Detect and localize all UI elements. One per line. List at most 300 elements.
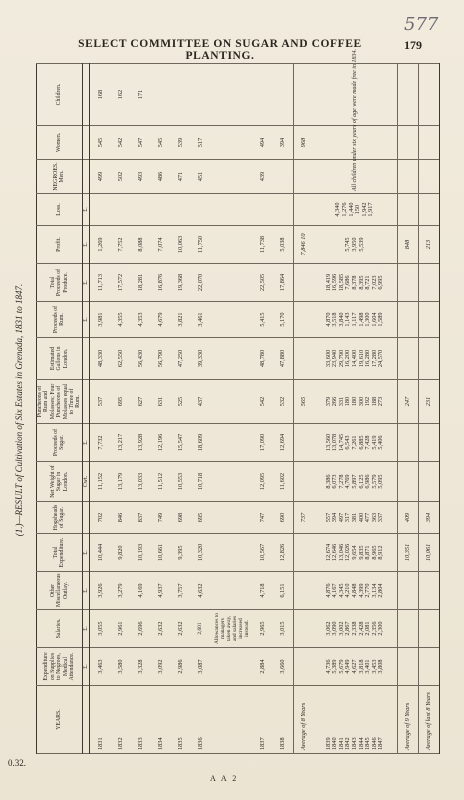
table-row bbox=[90, 64, 111, 754]
later-value: 4,340 bbox=[334, 202, 342, 217]
cell-loss bbox=[150, 194, 170, 226]
later-value: 3,950 bbox=[350, 237, 358, 252]
later-years bbox=[314, 686, 397, 754]
table-cell bbox=[314, 49, 397, 194]
cell-total-proceeds: 19,368 bbox=[170, 264, 190, 302]
later-value: 5,095 bbox=[377, 474, 385, 489]
cell-expenditure: 2,884 bbox=[253, 648, 273, 686]
avglast8-total: 10,061 bbox=[418, 534, 439, 572]
avg8-profit: 7,846 10 bbox=[293, 226, 314, 264]
later-value: 2,867 bbox=[344, 621, 352, 636]
later-value: 3,808 bbox=[377, 659, 385, 674]
col-loss: Loss. bbox=[37, 194, 83, 226]
later-value: 3,518 bbox=[331, 312, 339, 327]
later-value: 1844 bbox=[357, 737, 365, 750]
row-year: 1838 bbox=[273, 686, 294, 754]
col-total-proceeds: Total Proceeds of Produce. bbox=[37, 264, 83, 302]
table-cell bbox=[210, 264, 252, 302]
cell-proceeds-rum: 4,353 bbox=[130, 302, 150, 338]
table-cell bbox=[293, 424, 314, 462]
later-value: 2,081 bbox=[364, 621, 372, 636]
table-cell bbox=[418, 64, 439, 126]
negro-note: All children under six years of age were made free in 1834. bbox=[351, 49, 358, 191]
cell-gallons: 48,330 bbox=[90, 338, 111, 380]
page-header-title: SELECT COMMITTEE ON SUGAR AND COFFEE PLANTING. bbox=[78, 38, 362, 62]
cell-expenditure: 3,660 bbox=[273, 648, 294, 686]
cell-proceeds-rum: 3,821 bbox=[170, 302, 190, 338]
later-proceeds-rum bbox=[314, 302, 397, 338]
table-cell bbox=[293, 194, 314, 226]
col-children: Children. bbox=[37, 64, 83, 126]
col-proceeds-rum: Proceeds of Rum. bbox=[37, 302, 83, 338]
later-value: 1846 bbox=[370, 737, 378, 750]
cell-other: 4,632 bbox=[190, 572, 210, 610]
table-cell bbox=[210, 226, 252, 264]
cell-net-weight: 13,033 bbox=[130, 462, 150, 502]
cell-total: 9,820 bbox=[110, 534, 130, 572]
cell-gallons: 56,430 bbox=[130, 338, 150, 380]
later-expenditure bbox=[314, 648, 397, 686]
table-cell bbox=[418, 462, 439, 502]
cell-total: 9,395 bbox=[170, 534, 190, 572]
cell-total: 10,193 bbox=[130, 534, 150, 572]
cell-loss bbox=[110, 194, 130, 226]
cell-proceeds-rum: 3,981 bbox=[90, 302, 111, 338]
later-value: 12,646 bbox=[331, 543, 339, 562]
cell-hogsheads: 695 bbox=[190, 502, 210, 534]
cell-proceeds-rum: 5,415 bbox=[253, 302, 273, 338]
table-cell bbox=[397, 462, 418, 502]
later-value: 8,912 bbox=[377, 545, 385, 560]
later-value: 4,345 bbox=[337, 583, 345, 598]
later-value: 16,596 bbox=[331, 273, 339, 292]
cell-men: 502 bbox=[110, 160, 130, 194]
later-value: 400 bbox=[357, 512, 365, 523]
col-total: Total Expenditure. bbox=[37, 534, 83, 572]
unit-money: £. bbox=[82, 572, 89, 610]
cell-gallons: 47,250 bbox=[170, 338, 190, 380]
cell-proceeds-sugar: 12,694 bbox=[273, 424, 294, 462]
later-value: 1,440 bbox=[347, 202, 355, 217]
later-value: 3,134 bbox=[370, 583, 378, 598]
table-row bbox=[150, 64, 170, 754]
avglast8-hogsheads: 394 bbox=[418, 502, 439, 534]
table-cell bbox=[293, 610, 314, 648]
cell-proceeds-sugar: 12,196 bbox=[150, 424, 170, 462]
table-cell bbox=[210, 424, 252, 462]
footer-signature: A A 2 bbox=[210, 774, 239, 783]
cell-hogsheads: 702 bbox=[90, 502, 111, 534]
cell-profit: 1,269 bbox=[90, 226, 111, 264]
unit-money: £. bbox=[82, 264, 89, 302]
later-value: 5,745 bbox=[344, 237, 352, 252]
cell-salaries: 2,961 bbox=[110, 610, 130, 648]
col-expenditure: Expenditure on Supplies to Negroes, Medical Attendance. bbox=[37, 648, 83, 686]
later-value: 8,378 bbox=[350, 275, 358, 290]
later-value: 5,539 bbox=[357, 237, 365, 252]
cell-gallons: 48,780 bbox=[253, 338, 273, 380]
cell-hogsheads: 698 bbox=[170, 502, 190, 534]
cell-profit: 5,038 bbox=[273, 226, 294, 264]
later-value: 394 bbox=[331, 512, 339, 523]
avg9-total: 10,351 bbox=[397, 534, 418, 572]
cell-salaries: 2,632 bbox=[150, 610, 170, 648]
cell-proceeds-rum: 5,170 bbox=[273, 302, 294, 338]
table-cell bbox=[293, 462, 314, 502]
later-value: 381 bbox=[350, 512, 358, 523]
table-cell bbox=[293, 534, 314, 572]
later-value: 8,871 bbox=[364, 545, 372, 560]
later-value: 14,400 bbox=[350, 349, 358, 368]
table-title: (1.)—RESULT of Cultivation of Six Estates in Grenada, 1831 to 1847. bbox=[14, 283, 24, 537]
later-value: 497 bbox=[337, 512, 345, 523]
unit-money: £. bbox=[82, 424, 89, 462]
cell-total-proceeds: 17,572 bbox=[110, 264, 130, 302]
later-value: 363 bbox=[370, 512, 378, 523]
avg8-puncheons: 565 bbox=[293, 380, 314, 424]
later-value: 24,570 bbox=[377, 349, 385, 368]
later-value: 3,090 bbox=[331, 621, 339, 636]
cell-gallons: 56,790 bbox=[150, 338, 170, 380]
later-value: 4,736 bbox=[324, 659, 332, 674]
later-net-weight bbox=[314, 462, 397, 502]
cell-total-proceeds: 22,505 bbox=[253, 264, 273, 302]
cell-women: 547 bbox=[130, 126, 150, 160]
later-value: 8,386 bbox=[324, 474, 332, 489]
cell-proceeds-sugar: 7,732 bbox=[90, 424, 111, 462]
later-value: 5,389 bbox=[331, 659, 339, 674]
col-profit: Profit. bbox=[37, 226, 83, 264]
cell-profit: 10,063 bbox=[170, 226, 190, 264]
table-cell bbox=[397, 64, 418, 126]
table-cell bbox=[418, 194, 439, 226]
cell-women: 542 bbox=[110, 126, 130, 160]
later-value: 4,876 bbox=[324, 583, 332, 598]
page-number: 179 bbox=[404, 38, 422, 52]
table-cell bbox=[397, 194, 418, 226]
unit-money: £. bbox=[82, 610, 89, 648]
avg8-hogsheads: 737 bbox=[293, 502, 314, 534]
cell-men: 499 bbox=[90, 160, 111, 194]
table-cell bbox=[210, 302, 252, 338]
later-value: 317 bbox=[344, 512, 352, 523]
later-value: 1,143 bbox=[344, 312, 352, 327]
later-value: 33,600 bbox=[324, 349, 332, 368]
later-value: 8,965 bbox=[370, 545, 378, 560]
table-cell bbox=[397, 126, 418, 160]
later-value: 7,428 bbox=[364, 435, 372, 450]
col-gallons: Estimated Gallons in London. bbox=[37, 338, 83, 380]
later-value: 6,073 bbox=[331, 474, 339, 489]
later-value: 1,917 bbox=[367, 202, 375, 217]
table-cell bbox=[210, 534, 252, 572]
later-value: 4,167 bbox=[331, 583, 339, 598]
later-value: 1839 bbox=[324, 737, 332, 750]
cell-women: 494 bbox=[253, 126, 273, 160]
cell-total-proceeds: 17,864 bbox=[273, 264, 294, 302]
cell-hogsheads: 747 bbox=[253, 502, 273, 534]
later-value: 4,399 bbox=[357, 583, 365, 598]
cell-proceeds-sugar: 18,609 bbox=[190, 424, 210, 462]
later-value: 5,579 bbox=[370, 474, 378, 489]
cell-puncheons: 532 bbox=[273, 380, 294, 424]
later-value: 4,848 bbox=[350, 583, 358, 598]
avglast8-row bbox=[418, 64, 439, 754]
cell-net-weight: 13,179 bbox=[110, 462, 130, 502]
later-value: 557 bbox=[324, 512, 332, 523]
col-men: NEGROES. Men. bbox=[37, 160, 83, 194]
cell-profit: 11,750 bbox=[190, 226, 210, 264]
later-value: 6,543 bbox=[344, 435, 352, 450]
cell-net-weight: 11,512 bbox=[150, 462, 170, 502]
cell-women: 394 bbox=[273, 126, 294, 160]
salary-note-row bbox=[210, 64, 252, 754]
cell-loss bbox=[190, 194, 210, 226]
cell-net-weight: 11,602 bbox=[273, 462, 294, 502]
handwritten-page-mark: 577 bbox=[404, 14, 439, 35]
unit-money: £. bbox=[82, 226, 89, 264]
later-value: 1,276 bbox=[341, 202, 349, 217]
cell-men: 471 bbox=[170, 160, 190, 194]
cell-total: 10,320 bbox=[190, 534, 210, 572]
later-value: 1843 bbox=[350, 737, 358, 750]
later-value: 2,770 bbox=[364, 583, 372, 598]
cell-net-weight: 10,553 bbox=[170, 462, 190, 502]
table-cell bbox=[210, 194, 252, 226]
later-value: 8,721 bbox=[364, 275, 372, 290]
later-value: 6,125 bbox=[357, 474, 365, 489]
cell-men: 486 bbox=[150, 160, 170, 194]
cell-profit: 7,074 bbox=[150, 226, 170, 264]
row-year: 1832 bbox=[110, 686, 130, 754]
later-other bbox=[314, 572, 397, 610]
cell-total: 10,444 bbox=[90, 534, 111, 572]
later-value: 7,278 bbox=[337, 474, 345, 489]
cell-hogsheads: 846 bbox=[110, 502, 130, 534]
cell-expenditure: 3,463 bbox=[90, 648, 111, 686]
later-value: 13,560 bbox=[324, 433, 332, 452]
cell-net-weight: 10,718 bbox=[190, 462, 210, 502]
cell-gallons: 47,880 bbox=[273, 338, 294, 380]
later-value: 9,835 bbox=[357, 545, 365, 560]
table-cell bbox=[418, 160, 439, 194]
table-row bbox=[190, 64, 210, 754]
later-value: 1,604 bbox=[370, 312, 378, 327]
cell-profit: 8,088 bbox=[130, 226, 150, 264]
later-value: 8,395 bbox=[357, 275, 365, 290]
cell-expenditure: 2,986 bbox=[170, 648, 190, 686]
table-cell bbox=[418, 648, 439, 686]
cell-children bbox=[170, 64, 190, 126]
later-value: 23,940 bbox=[331, 349, 339, 368]
later-value: 7,023 bbox=[370, 275, 378, 290]
cell-salaries: 3,055 bbox=[90, 610, 111, 648]
cell-other: 6,151 bbox=[273, 572, 294, 610]
cell-total-proceeds: 11,713 bbox=[90, 264, 111, 302]
avglast8-puncheons: 231 bbox=[418, 380, 439, 424]
cell-proceeds-rum: 3,461 bbox=[190, 302, 210, 338]
later-value: 7,686 bbox=[344, 275, 352, 290]
later-value: 18,585 bbox=[337, 273, 345, 292]
later-value: 16,280 bbox=[364, 349, 372, 368]
later-value: 273 bbox=[377, 396, 385, 407]
later-total-proceeds bbox=[314, 264, 397, 302]
cell-puncheons: 627 bbox=[130, 380, 150, 424]
table-cell bbox=[210, 64, 252, 126]
cell-puncheons: 537 bbox=[90, 380, 111, 424]
cell-children bbox=[150, 64, 170, 126]
table-cell bbox=[418, 338, 439, 380]
cell-salaries: 2,696 bbox=[130, 610, 150, 648]
cell-net-weight: 11,152 bbox=[90, 462, 111, 502]
later-value: 1845 bbox=[364, 737, 372, 750]
row-year: 1833 bbox=[130, 686, 150, 754]
later-value: 4,627 bbox=[350, 659, 358, 674]
table-cell bbox=[418, 126, 439, 160]
later-value: 6,986 bbox=[364, 474, 372, 489]
later-value: 6,995 bbox=[377, 275, 385, 290]
cell-children bbox=[253, 64, 273, 126]
row-year: 1837 bbox=[253, 686, 273, 754]
unit-money: £. bbox=[82, 194, 89, 226]
later-value: 3,002 bbox=[337, 621, 345, 636]
table-cell bbox=[210, 686, 252, 754]
later-value: 13,078 bbox=[331, 433, 339, 452]
later-value: 19,610 bbox=[357, 349, 365, 368]
cell-loss bbox=[170, 194, 190, 226]
cell-women: 545 bbox=[90, 126, 111, 160]
unit-money: £. bbox=[82, 648, 89, 686]
later-value: 2,356 bbox=[370, 621, 378, 636]
table-row bbox=[273, 64, 294, 754]
cell-net-weight: 12,095 bbox=[253, 462, 273, 502]
cell-profit: 7,752 bbox=[110, 226, 130, 264]
avglast8-profit: 213 bbox=[418, 226, 439, 264]
cell-loss bbox=[253, 194, 273, 226]
table-cell bbox=[418, 424, 439, 462]
table-cell bbox=[397, 610, 418, 648]
cell-hogsheads: 837 bbox=[130, 502, 150, 534]
later-value: 1,300 bbox=[364, 312, 372, 327]
cell-hogsheads: 749 bbox=[150, 502, 170, 534]
later-value: 331 bbox=[337, 396, 345, 407]
cell-women: 517 bbox=[190, 126, 210, 160]
col-proceeds-sugar: Proceeds of Sugar. bbox=[37, 424, 83, 462]
cell-loss bbox=[130, 194, 150, 226]
later-value: 180 bbox=[344, 396, 352, 407]
table-cell bbox=[397, 160, 418, 194]
cell-men: 439 bbox=[253, 160, 273, 194]
table-cell bbox=[210, 462, 252, 502]
cell-other: 4,169 bbox=[130, 572, 150, 610]
later-value: 188 bbox=[370, 396, 378, 407]
later-value: 3,818 bbox=[357, 659, 365, 674]
cell-other: 4,718 bbox=[253, 572, 273, 610]
cell-women: 545 bbox=[150, 126, 170, 160]
later-value: 2,804 bbox=[377, 583, 385, 598]
later-value: 337 bbox=[377, 512, 385, 523]
table-cell bbox=[210, 160, 252, 194]
table-row bbox=[110, 64, 130, 754]
later-salaries bbox=[314, 610, 397, 648]
col-negroes-group: NEGROES. bbox=[53, 162, 60, 191]
table-row bbox=[170, 64, 190, 754]
cell-puncheons: 525 bbox=[170, 380, 190, 424]
avg8-label: Average of 8 Years bbox=[293, 686, 314, 754]
col-hogsheads: Hogsheads of Sugar. bbox=[37, 502, 83, 534]
cell-women: 539 bbox=[170, 126, 190, 160]
table-cell bbox=[293, 338, 314, 380]
cell-puncheons: 631 bbox=[150, 380, 170, 424]
table-cell bbox=[293, 64, 314, 126]
cell-children: 171 bbox=[130, 64, 150, 126]
cell-total: 10,567 bbox=[253, 534, 273, 572]
table-cell bbox=[418, 264, 439, 302]
avg9-hogsheads: 409 bbox=[397, 502, 418, 534]
cell-loss bbox=[273, 194, 294, 226]
later-hogsheads bbox=[314, 502, 397, 534]
table-cell bbox=[293, 648, 314, 686]
cell-proceeds-sugar: 13,217 bbox=[110, 424, 130, 462]
later-value: 150 bbox=[354, 204, 362, 215]
later-value: 1,117 bbox=[350, 312, 358, 327]
salary-note-text: Allowances to managers taken away, and salaries increased instead. bbox=[210, 610, 252, 648]
later-value: 5,406 bbox=[377, 435, 385, 450]
later-value: 4,769 bbox=[344, 474, 352, 489]
later-value: 4,210 bbox=[344, 583, 352, 598]
cell-salaries: 3,015 bbox=[273, 610, 294, 648]
table-row bbox=[130, 64, 150, 754]
cell-men: 493 bbox=[130, 160, 150, 194]
later-value: 2,338 bbox=[350, 621, 358, 636]
later-value: 13,046 bbox=[337, 543, 345, 562]
cell-proceeds-rum: 4,355 bbox=[110, 302, 130, 338]
cell-children bbox=[273, 64, 294, 126]
table-cell bbox=[418, 302, 439, 338]
cell-expenditure: 3,092 bbox=[150, 648, 170, 686]
table-cell bbox=[210, 502, 252, 534]
later-value: 6,885 bbox=[357, 435, 365, 450]
later-value: 1842 bbox=[344, 737, 352, 750]
later-value: 477 bbox=[364, 512, 372, 523]
cell-salaries: 2,632 bbox=[170, 610, 190, 648]
cell-total: 12,826 bbox=[273, 534, 294, 572]
cell-expenditure: 3,580 bbox=[110, 648, 130, 686]
cell-gallons: 62,550 bbox=[110, 338, 130, 380]
later-value: 1847 bbox=[377, 737, 385, 750]
row-year: 1835 bbox=[170, 686, 190, 754]
table-header-row bbox=[37, 64, 83, 754]
later-value: 3,062 bbox=[324, 621, 332, 636]
cell-loss bbox=[90, 194, 111, 226]
table-cell bbox=[293, 160, 314, 194]
avglast8-label: Average of last 8 Years bbox=[418, 686, 439, 754]
cell-other: 4,937 bbox=[150, 572, 170, 610]
later-value: 16,200 bbox=[344, 349, 352, 368]
later-value: 17,280 bbox=[370, 349, 378, 368]
later-value: 3,453 bbox=[370, 659, 378, 674]
col-salaries: Salaries. bbox=[37, 610, 83, 648]
cell-total-proceeds: 16,876 bbox=[150, 264, 170, 302]
later-profit bbox=[314, 226, 397, 264]
table-cell bbox=[293, 572, 314, 610]
later-gallons bbox=[314, 338, 397, 380]
row-year: 1834 bbox=[150, 686, 170, 754]
unit-cwt: Cwt. bbox=[82, 462, 89, 502]
later-value: 4,949 bbox=[344, 659, 352, 674]
row-year: 1831 bbox=[90, 686, 111, 754]
cell-other: 3,926 bbox=[90, 572, 111, 610]
